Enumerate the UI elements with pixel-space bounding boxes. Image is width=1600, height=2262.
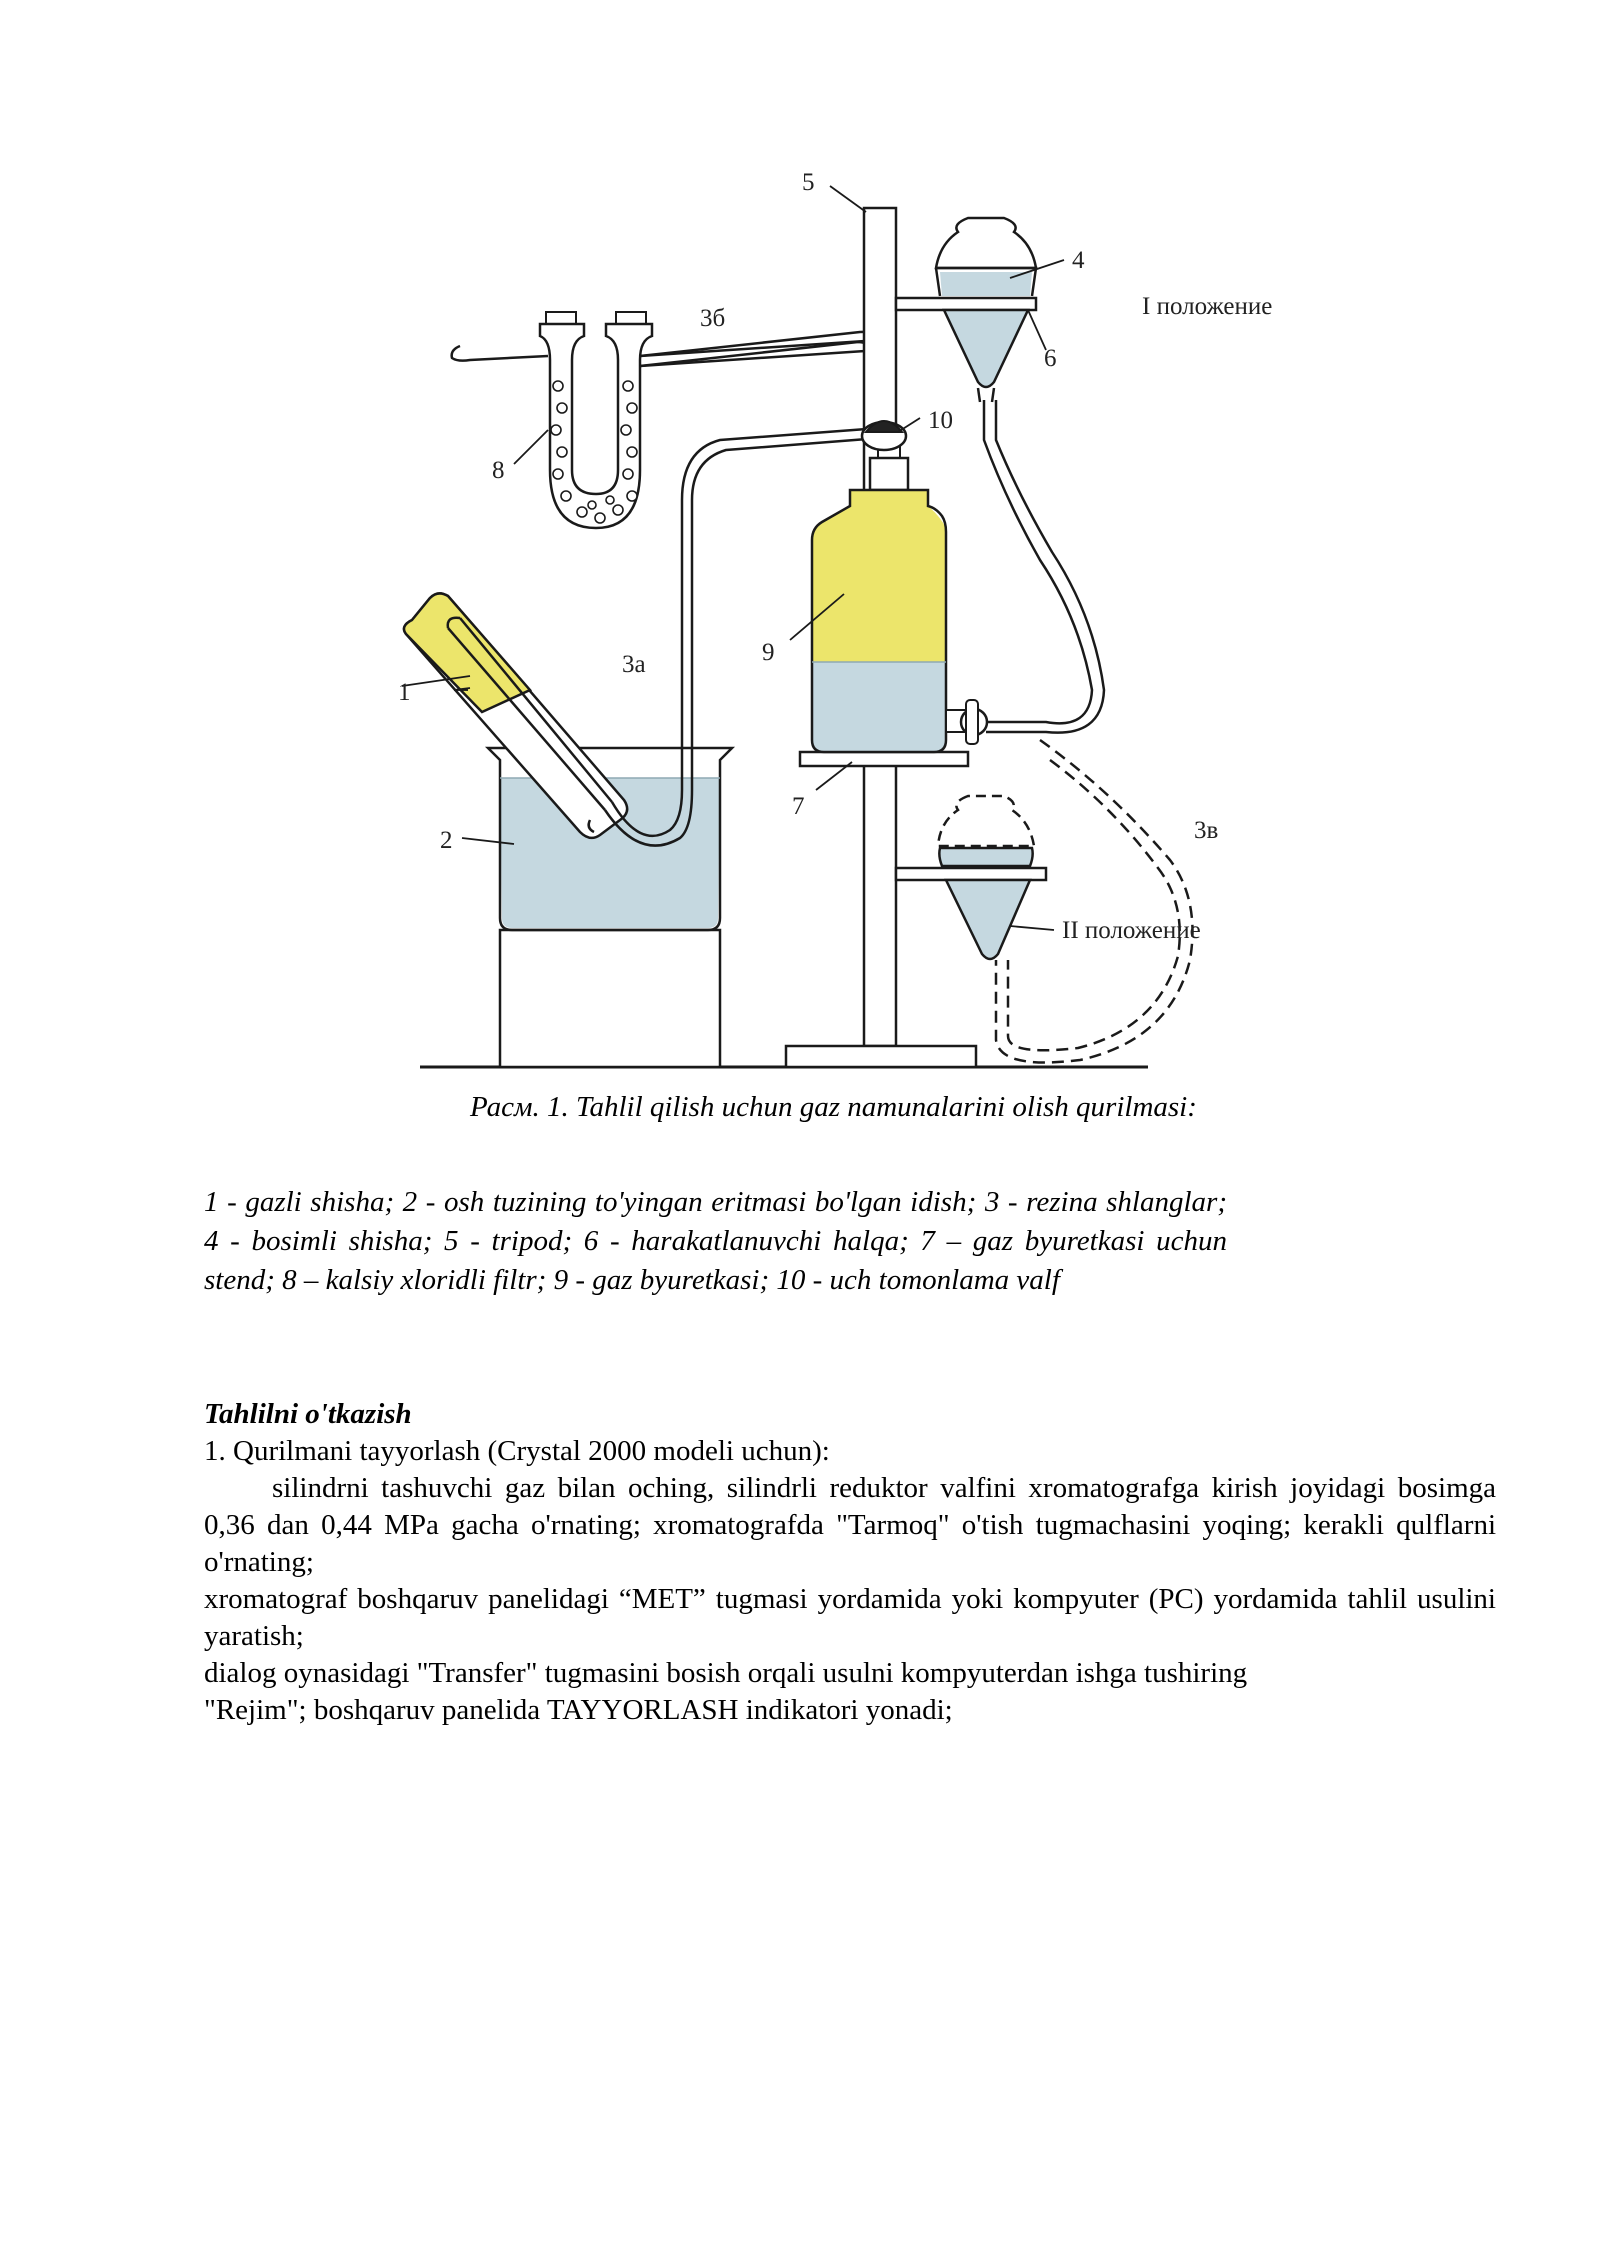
paragraph-3: dialog oynasidagi "Transfer" tugmasini bosish orqali usulni kompyuterdan ishga tushiring xyxy=(204,1657,1248,1689)
ring-position-1 xyxy=(896,298,1036,310)
tube-3b xyxy=(640,332,884,428)
section-heading: Tahlilni o'tkazish xyxy=(204,1398,412,1430)
burette-stand-shelf xyxy=(800,752,968,766)
figure-caption: Расм. 1. Tahlil qilish uchun gaz namunalarini olish qurilmasi: xyxy=(470,1091,1197,1123)
label-position-1: I положение xyxy=(1142,293,1273,320)
leveling-vessel-position-1 xyxy=(896,218,1036,402)
label-9: 9 xyxy=(762,639,775,666)
ring-position-2 xyxy=(896,868,1046,880)
label-1: 1 xyxy=(398,679,411,706)
desiccant-granules xyxy=(551,381,637,523)
apparatus-diagram xyxy=(0,0,1600,1080)
funnel-position-1 xyxy=(944,310,1028,387)
beaker-stand-block xyxy=(500,930,720,1067)
label-3a: 3а xyxy=(622,651,646,678)
label-7: 7 xyxy=(792,793,805,820)
label-10: 10 xyxy=(928,407,953,434)
calcium-chloride-filter xyxy=(452,312,880,528)
label-4: 4 xyxy=(1072,247,1085,274)
burette-body-liquid xyxy=(812,662,946,752)
analysis-section xyxy=(204,1396,1496,1729)
gas-tube-yellow-fill xyxy=(404,593,530,712)
label-2: 2 xyxy=(440,827,453,854)
tripod-base xyxy=(786,1046,976,1067)
paragraph-2: xromatograf boshqaruv panelidagi “MET” tugmasi yordamida yoki kompyuter (PC) yordamida tahlil usulini yaratish; xyxy=(204,1583,1496,1652)
label-3v: 3в xyxy=(1194,817,1219,844)
label-5: 5 xyxy=(802,169,815,196)
label-8: 8 xyxy=(492,457,505,484)
label-position-2: II положение xyxy=(1062,917,1201,944)
leveling-vessel-position-2 xyxy=(896,796,1046,959)
paragraph-1: silindrni tashuvchi gaz bilan oching, silindrli reduktor valfini xromatografga kirish joyidagi bosimga 0,36 dan 0,44 MPa gacha o'rnating; xromatografda "Tarmoq" o'tish tugmachasini yoqing; kerakli qulflarni o'rnating; xyxy=(204,1472,1496,1578)
gas-burette xyxy=(812,440,987,752)
three-way-valve xyxy=(862,421,906,450)
funnel-position-2 xyxy=(946,880,1030,959)
label-6: 6 xyxy=(1044,345,1057,372)
figure-legend: 1 - gazli shisha; 2 - osh tuzining to'yingan eritmasi bo'lgan idish; 3 - rezina shlanglar; 4 - bosimli shisha; 5 - tripod; 6 - harakatlanuvchi halqa; 7 – gaz byuretkasi uchun stend; 8 – kalsiy xloridli filtr; 9 - gaz byuretkasi; 10 - uch tomonlama valf xyxy=(204,1186,1227,1296)
paragraph-4: "Rejim"; boshqaruv panelida TAYYORLASH indikatori yonadi; xyxy=(204,1694,953,1726)
label-3b: 3б xyxy=(700,305,726,332)
step-1-title: 1. Qurilmani tayyorlash (Crystal 2000 modeli uchun): xyxy=(204,1435,830,1467)
